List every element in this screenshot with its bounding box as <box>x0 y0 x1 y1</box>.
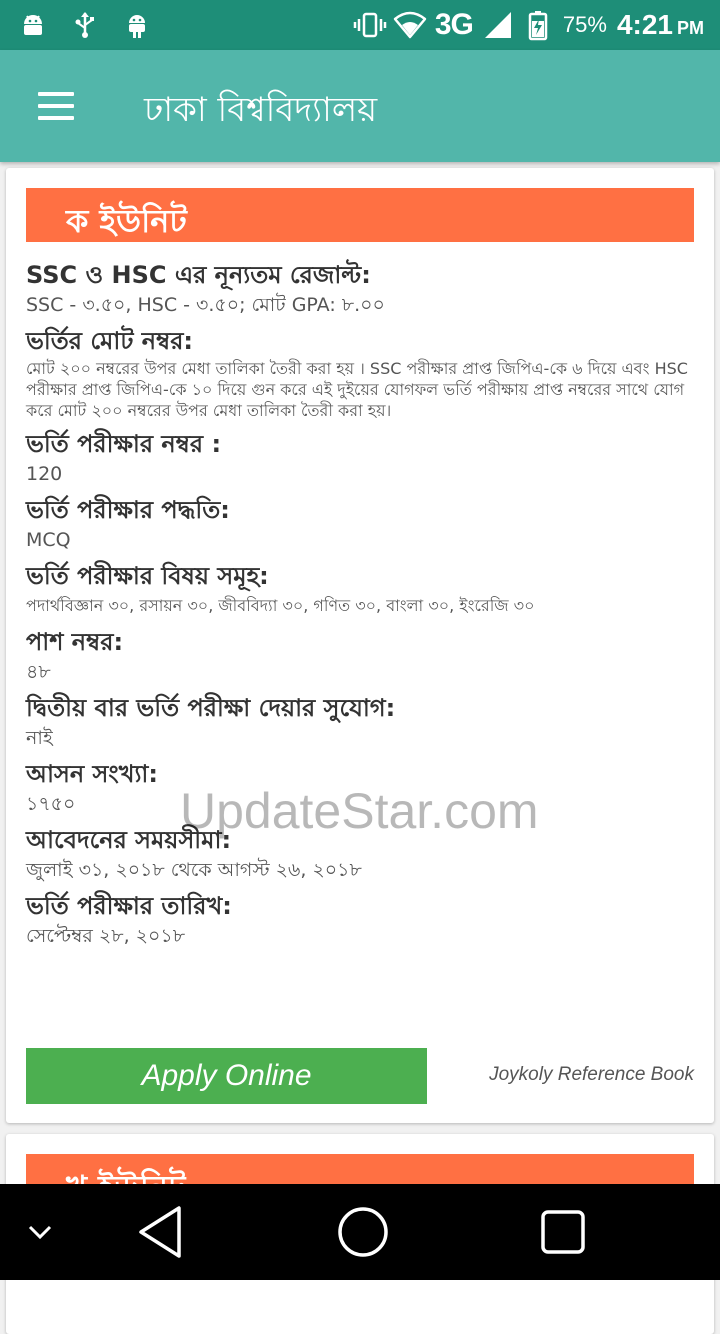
card-footer <box>26 1048 694 1104</box>
seat-count-label: আসন সংখ্যা: <box>26 760 158 788</box>
unit-title: ক ইউনিট <box>66 202 187 240</box>
unit-banner <box>26 188 694 242</box>
total-marks-label: ভর্তির মোট নম্বর: <box>26 327 194 355</box>
pass-marks-value: ৪৮ <box>26 661 51 683</box>
second-chance-label: দ্বিতীয় বার ভর্তি পরীক্ষা দেয়ার সুযোগ: <box>26 694 396 722</box>
second-chance-value: নাই <box>26 727 53 749</box>
exam-subjects-value: পদার্থবিজ্ঞান ৩০, রসায়ন ৩০, জীববিদ্যা ৩০, গণিত ৩০, বাংলা ৩০, ইংরেজি ৩০ <box>26 596 535 615</box>
battery-icon <box>523 10 553 40</box>
exam-date-value: সেপ্টেম্বর ২৮, ২০১৮ <box>26 925 186 947</box>
android-debug-icon <box>18 10 48 40</box>
usb-icon <box>70 10 100 40</box>
signal-icon <box>483 10 513 40</box>
menu-icon[interactable] <box>34 86 78 126</box>
unit-details <box>26 258 694 955</box>
home-icon[interactable] <box>333 1204 393 1260</box>
network-type: 3G <box>434 8 473 41</box>
application-period-label: আবেদনের সময়সীমা: <box>26 826 232 854</box>
collapse-icon[interactable] <box>10 1204 70 1260</box>
recents-icon[interactable] <box>533 1204 593 1260</box>
apply-online-button[interactable]: Apply Online <box>26 1048 427 1104</box>
min-result-label: SSC ও HSC এর নূন্যতম রেজাল্ট: <box>26 261 371 289</box>
clock-ampm: PM <box>677 18 704 38</box>
wifi-icon <box>395 10 425 40</box>
clock-hour-minute: 4:21 <box>616 9 673 40</box>
clock-time <box>617 9 704 41</box>
battery-level: 75% <box>562 12 607 37</box>
seat-count-value: ১৭৫০ <box>26 793 76 815</box>
min-result-value: SSC - ৩.৫০, HSC - ৩.৫০; মোট GPA: ৮.০০ <box>26 294 385 316</box>
vibrate-icon <box>355 10 385 40</box>
app-bar <box>0 50 720 162</box>
exam-method-value: MCQ <box>26 529 71 551</box>
watermark: UpdateStar.com <box>180 783 539 839</box>
application-period-value: জুলাই ৩১, ২০১৮ থেকে আগস্ট ২৬, ২০১৮ <box>26 859 362 881</box>
pass-marks-label: পাশ নম্বর: <box>26 628 124 656</box>
exam-method-label: ভর্তি পরীক্ষার পদ্ধতি: <box>26 496 230 524</box>
reference-text: Joykoly Reference Book <box>489 1064 694 1085</box>
status-notifications <box>18 0 152 50</box>
exam-subjects-label: ভর্তি পরীক্ষার বিষয় সমূহ: <box>26 562 269 590</box>
total-marks-value: মোট ২০০ নম্বরের উপর মেধা তালিকা তৈরী করা হয় । SSC পরীক্ষার প্রাপ্ত জিপিএ-কে ৬ দিয়ে এবং HSC পরীক্ষার প্রাপ্ত জিপিএ-কে ১০ দিয়ে গুন করে এই দুইয়ের যোগফল ভর্তি পরীক্ষায় প্রাপ্ত নম্বরের সাথে যোগ করে মোট ২০০ নম্বরের উপর মেধা তালিকা তৈরী করা হয়। <box>26 359 688 420</box>
android-icon <box>122 10 152 40</box>
content-scroll[interactable] <box>0 162 720 1184</box>
app-title: ঢাকা বিশ্ববিদ্যালয় <box>144 90 378 130</box>
status-system <box>355 0 704 50</box>
navigation-bar <box>0 1184 720 1280</box>
exam-marks-label: ভর্তি পরীক্ষার নম্বর : <box>26 430 222 458</box>
status-bar <box>0 0 720 50</box>
back-icon[interactable] <box>130 1204 190 1260</box>
exam-marks-value: 120 <box>26 463 63 485</box>
unit-card <box>6 168 714 1123</box>
exam-date-label: ভর্তি পরীক্ষার তারিখ: <box>26 892 232 920</box>
